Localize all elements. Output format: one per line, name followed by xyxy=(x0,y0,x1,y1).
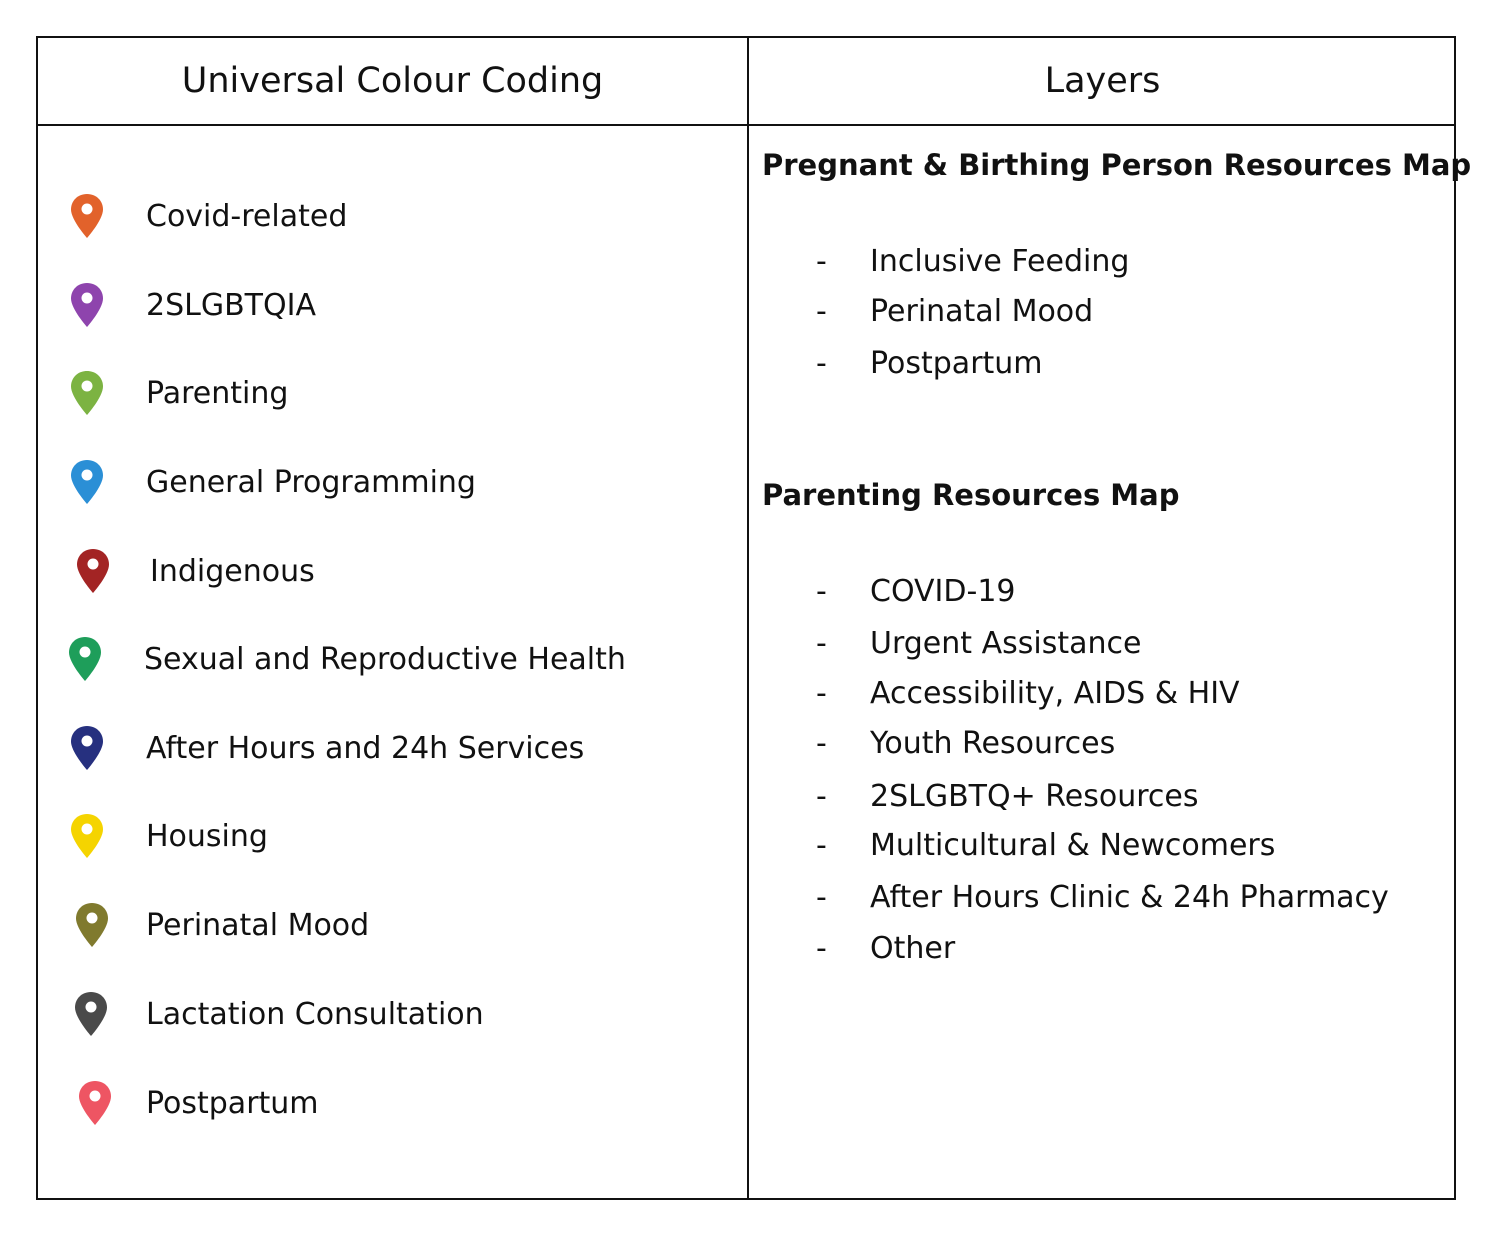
list-dash: - xyxy=(816,828,827,863)
teal-green-map-pin-icon xyxy=(68,636,102,682)
layer-item xyxy=(762,674,1442,714)
layer-item xyxy=(762,929,1442,969)
list-dash: - xyxy=(816,880,827,915)
layer-item xyxy=(762,242,1442,282)
layer-item xyxy=(762,344,1442,384)
list-dash: - xyxy=(816,574,827,609)
layer-item xyxy=(762,826,1442,866)
legend-label: Housing xyxy=(146,819,268,854)
layer-item-label: Other xyxy=(870,931,956,966)
list-dash: - xyxy=(816,931,827,966)
layer-item-label: Inclusive Feeding xyxy=(870,244,1130,279)
legend-label: Indigenous xyxy=(150,554,315,589)
header-universal-colour-coding: Universal Colour Coding xyxy=(181,61,604,101)
layer-item-label: Postpartum xyxy=(870,346,1043,381)
legend-label: After Hours and 24h Services xyxy=(146,731,585,766)
legend-label: Parenting xyxy=(146,376,289,411)
layer-item xyxy=(762,878,1442,918)
layer-item xyxy=(762,724,1442,764)
legend-row-postpartum xyxy=(38,1074,738,1134)
dark-grey-map-pin-icon xyxy=(74,991,108,1037)
legend-row-housing xyxy=(38,807,738,867)
list-dash: - xyxy=(816,244,827,279)
orange-map-pin-icon xyxy=(70,193,104,239)
layer-item xyxy=(762,624,1442,664)
list-dash: - xyxy=(816,726,827,761)
navy-map-pin-icon xyxy=(70,725,104,771)
layer-item-label: Accessibility, AIDS & HIV xyxy=(870,676,1240,711)
legend-row-parenting xyxy=(38,364,738,424)
legend-label: General Programming xyxy=(146,465,476,500)
legend-row-covid-related xyxy=(38,187,738,247)
layer-item-label: Youth Resources xyxy=(870,726,1116,761)
olive-map-pin-icon xyxy=(75,902,109,948)
layer-item xyxy=(762,292,1442,332)
layer-item-label: COVID-19 xyxy=(870,574,1016,609)
legend-row-sexual-reproductive-health xyxy=(38,630,738,690)
legend-row-after-hours xyxy=(38,719,738,779)
legend-row-perinatal-mood xyxy=(38,896,738,956)
list-dash: - xyxy=(816,346,827,381)
dark-red-map-pin-icon xyxy=(76,548,110,594)
layer-title-pregnant-birthing: Pregnant & Birthing Person Resources Map xyxy=(762,148,1472,182)
legend-row-general-programming xyxy=(38,453,738,513)
legend-label: Covid-related xyxy=(146,199,348,234)
legend-table xyxy=(36,36,1472,1200)
list-dash: - xyxy=(816,626,827,661)
legend-row-lactation-consultation xyxy=(38,985,738,1045)
layer-item-label: 2SLGBTQ+ Resources xyxy=(870,779,1199,814)
legend-row-indigenous xyxy=(38,542,738,602)
layer-title-parenting: Parenting Resources Map xyxy=(762,478,1180,512)
yellow-map-pin-icon xyxy=(70,813,104,859)
legend-label: 2SLGBTQIA xyxy=(146,288,316,323)
green-map-pin-icon xyxy=(70,370,104,416)
layer-item-label: Urgent Assistance xyxy=(870,626,1142,661)
list-dash: - xyxy=(816,294,827,329)
legend-label: Sexual and Reproductive Health xyxy=(144,642,626,677)
header-divider xyxy=(38,124,1454,126)
layer-item-label: After Hours Clinic & 24h Pharmacy xyxy=(870,880,1389,915)
list-dash: - xyxy=(816,779,827,814)
layer-item-label: Perinatal Mood xyxy=(870,294,1094,329)
legend-label: Perinatal Mood xyxy=(146,908,370,943)
column-divider xyxy=(747,38,749,1198)
header-layers: Layers xyxy=(1044,61,1161,101)
layer-item xyxy=(762,572,1442,612)
legend-label: Postpartum xyxy=(146,1086,319,1121)
blue-map-pin-icon xyxy=(70,459,104,505)
purple-map-pin-icon xyxy=(70,282,104,328)
list-dash: - xyxy=(816,676,827,711)
coral-map-pin-icon xyxy=(78,1080,112,1126)
legend-row-2slgbtqia xyxy=(38,276,738,336)
layer-item xyxy=(762,777,1442,817)
layer-item-label: Multicultural & Newcomers xyxy=(870,828,1276,863)
legend-label: Lactation Consultation xyxy=(146,997,484,1032)
